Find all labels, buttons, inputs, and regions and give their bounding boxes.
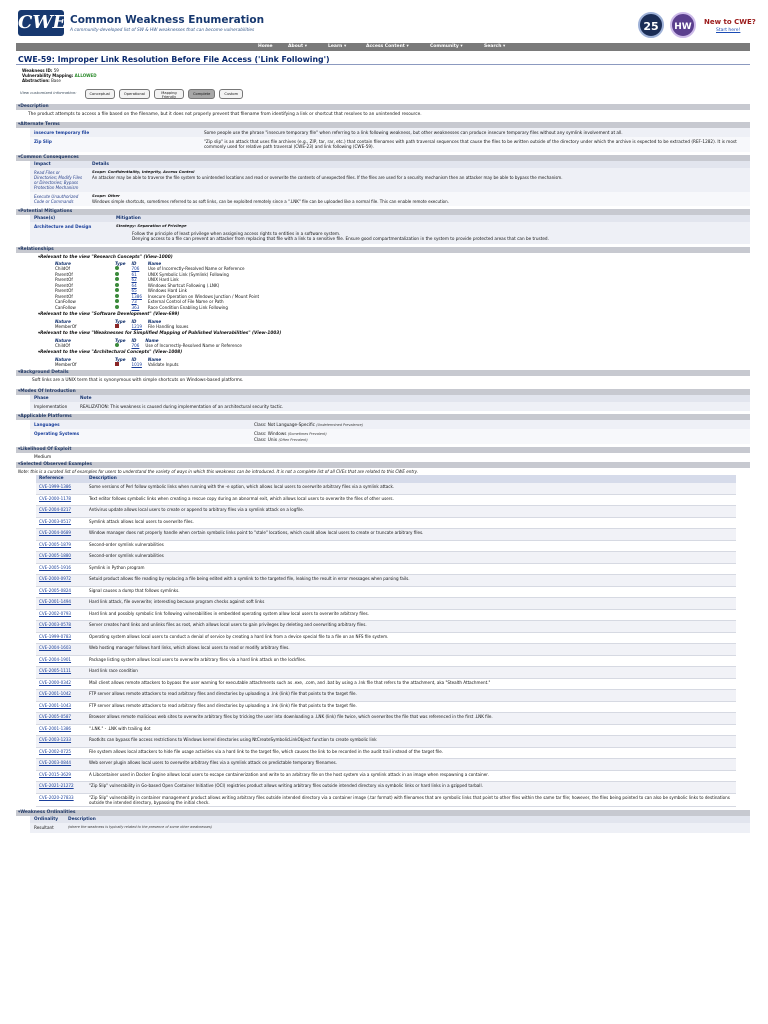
relationship-nature: CanFollow	[55, 299, 76, 305]
relationship-row	[52, 362, 181, 368]
view-custom-button[interactable]: Custom	[219, 89, 243, 99]
background-text: Soft links are a UNIX term that is synonymous with simple shortcuts on Windows-based platforms.	[32, 378, 244, 384]
os-windows: Class: Windows	[254, 431, 287, 437]
ordinality-value: Resultant	[30, 823, 64, 832]
mitigations-table	[30, 215, 750, 244]
nav-community[interactable]: Community ▾	[430, 44, 463, 49]
example-description: Hard link race condition	[86, 667, 736, 679]
view-complete-button[interactable]: Complete	[188, 89, 215, 99]
consequences-heading[interactable]: ▾ Common Consequences	[16, 155, 750, 161]
weakness-id-label: Weakness ID:	[22, 68, 53, 73]
example-description: ".LNK." - .LNK with trailing dot	[86, 724, 736, 736]
main-nav	[16, 43, 750, 51]
os-unix: Class: Unix	[254, 436, 278, 442]
modes-note-header: Note	[76, 395, 750, 402]
example-description: FTP server allows remote attackers to read arbitrary files and directories by uploading a .lnk (link) file that points to the target file.	[86, 690, 736, 702]
nav-access-content[interactable]: Access Content ▾	[366, 44, 409, 49]
cve-link[interactable]: CVE-2015-3629	[36, 770, 86, 782]
example-row	[36, 644, 736, 656]
relationship-name: UNIX Hard Link	[147, 277, 179, 283]
details-column-header: Details	[88, 161, 750, 168]
relationship-id-link[interactable]: 363	[131, 304, 140, 310]
alternate-terms-table	[30, 128, 750, 152]
example-row	[36, 736, 736, 748]
languages-prevalence: (Undetermined Prevalence)	[316, 423, 364, 428]
relationship-nature: ChildOf	[55, 266, 70, 272]
main-content	[16, 53, 750, 833]
example-row	[36, 770, 736, 782]
example-description: Some versions of Perl follow symbolic links when running with the -e option, which allows local users to overwrite arbitrary files via a symlink attack.	[86, 483, 736, 495]
relationship-nature: MemberOf	[55, 323, 77, 329]
example-row	[36, 713, 736, 725]
impact-label: Execute Unauthorized Code or Commands	[30, 192, 88, 206]
relationship-name: File Handling Issues	[147, 323, 189, 329]
cve-link[interactable]: CVE-1999-1386	[36, 483, 86, 495]
description-heading[interactable]: ▾ Description	[16, 104, 750, 110]
relationship-header-type: Type	[115, 318, 126, 324]
relationship-nature: MemberOf	[55, 361, 77, 367]
example-row	[36, 701, 736, 713]
nav-learn[interactable]: Learn ▾	[328, 44, 347, 49]
cve-link[interactable]: CVE-2001-1043	[36, 701, 86, 713]
likelihood-heading[interactable]: ▾ Likelihood Of Exploit	[16, 447, 750, 453]
example-row	[36, 494, 736, 506]
relationship-name: Windows Shortcut Following (.LNK)	[147, 282, 220, 288]
impact-detail: Windows simple shortcuts, sometimes referred to as soft links, can be exploited remotely since a ".LNK" file can be uploaded like a normal file. This can enable remote execution.	[92, 198, 449, 204]
relationship-view-title[interactable]: ▾ Relevant to the view "Software Development" (View-699)	[16, 310, 750, 318]
relationship-id-link[interactable]: 64	[131, 282, 137, 288]
relationship-table	[52, 338, 245, 349]
category-icon	[115, 362, 119, 366]
relationship-nature: ParentOf	[55, 277, 73, 283]
example-description: A Libcontainer used in Docker Engine allows local users to escape containerization and write to an arbitrary file on the host system via a symlink attack in an image when respawning a container.	[86, 770, 736, 782]
relationship-header-nature: Nature	[55, 337, 71, 343]
start-here-link[interactable]: Start here!	[716, 28, 741, 33]
term-desc: Some people use the phrase "insecure temporary file" when referring to a link following weakness, but other weaknesses can produce insecure temporary files without any symlink involvement at all.	[200, 128, 750, 137]
example-row	[36, 517, 736, 529]
example-row	[36, 690, 736, 702]
impact-scope: Scope: Other	[92, 193, 120, 199]
mode-phase: Implementation	[30, 402, 76, 411]
cve-link[interactable]: CVE-2000-0972	[36, 575, 86, 587]
example-row	[36, 575, 736, 587]
example-description: Signal causes a dump that follows symlinks.	[86, 586, 736, 598]
mitigation-strategy: Strategy: Separation of Privilege	[116, 223, 187, 229]
cwe-logo[interactable]: CWE	[18, 10, 64, 36]
term-name: insecure temporary file	[30, 128, 200, 137]
relationship-name: Windows Hard Link	[147, 288, 187, 294]
example-description: Second-order symlink vulnerabilities	[86, 540, 736, 552]
example-row	[36, 506, 736, 518]
abstraction-value[interactable]: Base	[51, 78, 61, 84]
example-row	[36, 483, 736, 495]
view-conceptual-button[interactable]: Conceptual	[85, 89, 115, 99]
alternate-terms-heading[interactable]: ▾ Alternate Terms	[16, 122, 750, 128]
cve-link[interactable]: CVE-2004-1603	[36, 644, 86, 656]
example-description: Package listing system allows local users to overwrite arbitrary files via a hard link attack on the lockfiles.	[86, 655, 736, 667]
example-description: Web hosting manager follows hard links, which allows local users to read or modify arbitrary files.	[86, 644, 736, 656]
example-description: Window manager does not properly handle when certain symbolic links point to "stale" locations, which could allow local users to create or truncate arbitrary files.	[86, 529, 736, 541]
example-row	[36, 621, 736, 633]
relationship-view-title[interactable]: ▾ Relevant to the view "Weaknesses for Simplified Mapping of Published Vulnerabilities" (View-1003)	[16, 329, 750, 337]
cve-link[interactable]: CVE-2003-0517	[36, 517, 86, 529]
example-description: Mail client allows remote attackers to bypass the user warning for executable attachments such as .exe, .com, and .bat by using a .lnk file that refers to the attachment, aka "Stealth Attachment."	[86, 678, 736, 690]
languages-value: Class: Not Language-Specific	[254, 422, 315, 428]
relationship-table	[52, 319, 191, 330]
relationship-id-link[interactable]: 61	[131, 271, 137, 277]
term-name: Zip Slip	[30, 137, 200, 152]
ordinality-desc: (where the weakness is typically related to the presence of some other weaknesses)	[64, 823, 750, 832]
category-icon	[115, 324, 119, 328]
relationship-id-link[interactable]: 73	[131, 299, 137, 305]
cve-link[interactable]: CVE-2001-1386	[36, 724, 86, 736]
nav-about[interactable]: About ▾	[288, 44, 307, 49]
example-row	[36, 724, 736, 736]
base-weakness-icon	[115, 272, 119, 276]
reference-column-header: Reference	[36, 475, 86, 482]
example-description: Hard link attack, file overwrite; interesting because program checks against soft links	[86, 598, 736, 610]
platforms-table	[30, 420, 750, 444]
relationship-header-id: ID	[131, 260, 137, 266]
relationship-header-name: Name	[147, 260, 162, 266]
base-weakness-icon	[115, 283, 119, 287]
relationship-nature: ParentOf	[55, 271, 73, 277]
example-description: Setuid product allows file reading by replacing a file being edited with a symlink to the targeted file, leaking the result in error messages when parsing fails.	[86, 575, 736, 587]
relationships-heading[interactable]: ▾ Relationships	[16, 247, 750, 253]
mitigation-phase: Architecture and Design	[30, 222, 112, 243]
view-label: View customized information:	[20, 90, 77, 96]
relationship-header-name: Name	[147, 318, 162, 324]
relationship-id-link[interactable]: 65	[131, 288, 137, 294]
example-description: File system allows local attackers to hide file usage activities via a hard link to the target file, which causes the link to be recorded in the audit trail instead of the target file.	[86, 747, 736, 759]
cve-link[interactable]: CVE-2003-0578	[36, 621, 86, 633]
relationship-name: External Control of File Name or Path	[147, 299, 224, 305]
term-desc: "Zip slip" is an attack that uses file archives (e.g., ZIP, tar, rar, etc.) that contain filenames with path traversal sequences that cause the files to be written outside of the directory under which the archive is expected to be extracted (REF-1282). It is most commonly used for relative path traversal (CWE-23) and link following (CWE-59).	[200, 137, 750, 152]
examples-note: Note: this is a curated list of examples for users to understand the variety of ways in which this weakness can be introduced. It is not a complete list of all CVEs that are related to this CWE entry.	[18, 469, 419, 475]
example-description: "Zip Slip" vulnerability in Go-based Open Container Initiative (OCI) registries product allows writing arbitrary files outside intended directory via symbolic links or hard links in a gzipped tarball.	[86, 782, 736, 794]
example-row	[36, 632, 736, 644]
cve-link[interactable]: CVE-2004-0217	[36, 506, 86, 518]
cve-link[interactable]: CVE-2004-0689	[36, 529, 86, 541]
cve-link[interactable]: CVE-2005-0587	[36, 713, 86, 725]
relationship-name: Insecure Operation on Windows Junction / Mount Point	[147, 293, 260, 299]
os-label: Operating Systems	[30, 429, 250, 444]
example-row	[36, 563, 736, 575]
relationship-name: Validate Inputs	[147, 361, 179, 367]
description-text: The product attempts to access a file based on the filename, but it does not properly prevent that filename from identifying a link or shortcut that resolves to an unintended resource.	[28, 111, 422, 117]
example-description: Text editor follows symbolic links when creating a rescue copy during an abnormal exit, which allows local users to overwrite the files of other users.	[86, 494, 736, 506]
base-weakness-icon	[115, 288, 119, 292]
cve-link[interactable]: CVE-2005-1111	[36, 667, 86, 679]
base-weakness-icon	[115, 305, 119, 309]
impact-label: Read Files or Directories; Modify Files or Directories; Bypass Protection Mechanism	[30, 168, 88, 192]
cve-link[interactable]: CVE-2005-1916	[36, 563, 86, 575]
cve-link[interactable]: CVE-1999-0783	[36, 632, 86, 644]
cve-link[interactable]: CVE-2021-21272	[36, 782, 86, 794]
example-row	[36, 609, 736, 621]
mapping-label: Vulnerability Mapping:	[22, 73, 74, 79]
examples-heading[interactable]: ▾ Selected Observed Examples	[16, 462, 750, 468]
cve-link[interactable]: CVE-2005-0824	[36, 586, 86, 598]
relationship-nature: ParentOf	[55, 288, 73, 294]
relationship-header-name: Name	[147, 356, 162, 362]
example-description: Operating system allows local users to conduct a denial of service by creating a hard link from a device special file to a file on an NFS file system.	[86, 632, 736, 644]
relationship-id-link[interactable]: 1019	[131, 361, 142, 367]
example-description: Symlink in Python program	[86, 563, 736, 575]
languages-label: Languages	[30, 420, 250, 429]
relationship-view-title[interactable]: ▾ Relevant to the view "Architectural Concepts" (View-1008)	[16, 348, 750, 356]
example-row	[36, 747, 736, 759]
example-description: Web server plugin allows local users to overwrite arbitrary files via a symlink attack on predictable temporary filenames.	[86, 759, 736, 771]
relationship-header-nature: Nature	[55, 356, 71, 362]
cve-link[interactable]: CVE-2003-1233	[36, 736, 86, 748]
example-row	[36, 667, 736, 679]
nav-search[interactable]: Search ▾	[484, 44, 506, 49]
consequences-table	[30, 161, 750, 206]
new-to-cwe: New to CWE?	[704, 18, 756, 26]
view-mapping-friendly-button[interactable]: Mapping Friendly	[154, 89, 184, 99]
cve-link[interactable]: CVE-2000-1178	[36, 494, 86, 506]
relationship-views	[16, 253, 750, 368]
cve-link[interactable]: CVE-2002-0793	[36, 609, 86, 621]
modes-heading[interactable]: ▾ Modes Of Introduction	[16, 389, 750, 395]
example-description: Hard link and possibly symbolic link following vulnerabilities in embedded operating system allow local users to overwrite arbitrary files.	[86, 609, 736, 621]
example-description: Symlink attack allows local users to overwrite files.	[86, 517, 736, 529]
example-description: "Zip Slip" vulnerability in container management product allows writing arbitrary files outside intended directory via a container image (.tar format) with filenames that are symbolic links that point to other files within the same tar file; however, the files being pointed to can also be symbolic links to destinations outside the intended directory, bypassing the initial check.	[86, 793, 736, 806]
cve-link[interactable]: CVE-2004-1901	[36, 655, 86, 667]
ordinalities-table	[30, 816, 750, 833]
relationship-nature: ParentOf	[55, 282, 73, 288]
examples-table	[36, 475, 736, 807]
relationship-header-name: Name	[145, 337, 159, 343]
os-unix-prevalence: (Often Prevalent)	[278, 437, 308, 442]
hw-badge-icon[interactable]: HW	[670, 12, 696, 38]
example-row	[36, 782, 736, 794]
top25-badge-icon[interactable]: 25	[638, 12, 664, 38]
abstraction-label: Abstraction:	[22, 78, 50, 84]
modes-phase-header: Phase	[30, 395, 76, 402]
relationship-view-title[interactable]: ▾ Relevant to the view "Research Concepts" (View-1000)	[16, 253, 750, 261]
relationship-nature: CanFollow	[55, 304, 76, 310]
os-windows-prevalence: (Sometimes Prevalent)	[287, 432, 327, 437]
site-title[interactable]: Common Weakness Enumeration	[70, 14, 265, 26]
platforms-heading[interactable]: ▾ Applicable Platforms	[16, 414, 750, 420]
relationship-name: Use of Incorrectly-Resolved Name or Reference	[147, 266, 245, 272]
relationship-type	[112, 362, 129, 368]
relationship-id-link[interactable]: 706	[131, 342, 140, 348]
ordinalities-heading[interactable]: ▾ Weakness Ordinalities	[16, 810, 750, 816]
impact-scope: Scope: Confidentiality, Integrity, Access Control	[92, 169, 195, 175]
example-row	[36, 678, 736, 690]
phase-column-header: Phase(s)	[30, 215, 112, 222]
mitigation-line-2: Denying access to a file can prevent an attacker from replacing that file with a link to a sensitive file. Ensure good compartmentalization in the system to provide protected areas that can be trusted.	[132, 236, 549, 242]
cve-link[interactable]: CVE-2002-0725	[36, 747, 86, 759]
relationship-id-link[interactable]: 1386	[131, 293, 142, 299]
relationship-table	[52, 357, 181, 368]
relationship-header-id: ID	[131, 318, 137, 324]
base-weakness-icon	[115, 343, 119, 347]
view-selector	[16, 87, 750, 101]
example-row	[36, 759, 736, 771]
mitigations-heading[interactable]: ▾ Potential Mitigations	[16, 209, 750, 215]
example-row	[36, 655, 736, 667]
ordinality-desc-header: Description	[64, 816, 750, 823]
example-description: Server creates hard links and unlinks files as root, which allows local users to gain privileges by deleting and overwriting arbitrary files.	[86, 621, 736, 633]
relationship-name: Race Condition Enabling Link Following	[147, 304, 229, 310]
example-description: Antivirus update allows local users to create or append to arbitrary files via a symlink attack on a logfile.	[86, 506, 736, 518]
cve-link[interactable]: CVE-2020-27833	[36, 793, 86, 806]
example-row	[36, 552, 736, 564]
relationship-header-id: ID	[131, 337, 137, 343]
mapping-value[interactable]: ALLOWED	[74, 73, 97, 79]
view-operational-button[interactable]: Operational	[119, 89, 150, 99]
background-heading[interactable]: ▾ Background Details	[16, 370, 750, 376]
example-description: Second-order symlink vulnerabilities	[86, 552, 736, 564]
relationship-nature: ChildOf	[55, 342, 70, 348]
example-row	[36, 529, 736, 541]
weakness-meta	[16, 65, 750, 87]
relationship-header-nature: Nature	[55, 260, 71, 266]
mode-note: REALIZATION: This weakness is caused during implementation of an architectural security tactic.	[76, 402, 750, 411]
cve-link[interactable]: CVE-2005-1879	[36, 540, 86, 552]
relationship-header-id: ID	[131, 356, 137, 362]
ordinality-column-header: Ordinality	[30, 816, 64, 823]
relationship-header-type: Type	[115, 356, 126, 362]
example-row	[36, 586, 736, 598]
relationship-id-link[interactable]: 706	[131, 266, 140, 272]
relationship-header-nature: Nature	[55, 318, 71, 324]
relationship-header-type: Type	[115, 337, 126, 343]
site-tagline: A community-developed list of SW & HW weaknesses that can become vulnerabilities	[70, 28, 255, 33]
relationship-name: Use of Incorrectly-Resolved Name or Reference	[145, 342, 242, 348]
mitigation-line-1: Follow the principle of least privilege when assigning access rights to entities in a software system.	[132, 231, 341, 237]
relationship-id-link[interactable]: 62	[131, 277, 137, 283]
modes-table	[30, 395, 750, 412]
base-weakness-icon	[115, 299, 119, 303]
cve-link[interactable]: CVE-2003-0844	[36, 759, 86, 771]
example-description: Rootkits can bypass file access restrictions to Windows kernel directories using NtCreateSymbolicLinkObject function to create symbolic link	[86, 736, 736, 748]
impact-column-header: Impact	[30, 161, 88, 168]
weakness-id: 59	[53, 68, 59, 73]
cve-link[interactable]: CVE-2001-1042	[36, 690, 86, 702]
cve-link[interactable]: CVE-2000-0342	[36, 678, 86, 690]
nav-home[interactable]: Home	[258, 44, 273, 49]
mitigation-column-header: Mitigation	[112, 215, 750, 222]
cve-link[interactable]: CVE-2001-1494	[36, 598, 86, 610]
base-weakness-icon	[115, 266, 119, 270]
example-row	[36, 793, 736, 806]
site-header	[0, 0, 768, 40]
description-column-header: Description	[86, 475, 736, 482]
likelihood-value: Medium	[34, 454, 52, 460]
relationship-nature: ParentOf	[55, 293, 73, 299]
relationship-table	[52, 261, 262, 310]
example-row	[36, 598, 736, 610]
relationship-header-type: Type	[115, 260, 126, 266]
relationship-id-link[interactable]: 1219	[131, 323, 142, 329]
example-description: FTP server allows remote attackers to read arbitrary files and directories by uploading a .lnk (link) file that points to the target file.	[86, 701, 736, 713]
relationship-name: UNIX Symbolic Link (Symlink) Following	[147, 271, 229, 277]
base-weakness-icon	[115, 294, 119, 298]
page-title: CWE-59: Improper Link Resolution Before File Access ('Link Following')	[16, 53, 750, 65]
example-description: Browser allows remote malicious web sites to overwrite arbitrary files by tricking the user into downloading a .LNK (link) file twice, which overwrites the file that was referenced in the first .LNK file.	[86, 713, 736, 725]
cve-link[interactable]: CVE-2005-1880	[36, 552, 86, 564]
base-weakness-icon	[115, 277, 119, 281]
example-row	[36, 540, 736, 552]
impact-detail: An attacker may be able to traverse the file system to unintended locations and read or overwrite the contents of unexpected files. If the files are used for a security mechanism then an attacker may be able to bypass the mechanism.	[92, 174, 563, 180]
